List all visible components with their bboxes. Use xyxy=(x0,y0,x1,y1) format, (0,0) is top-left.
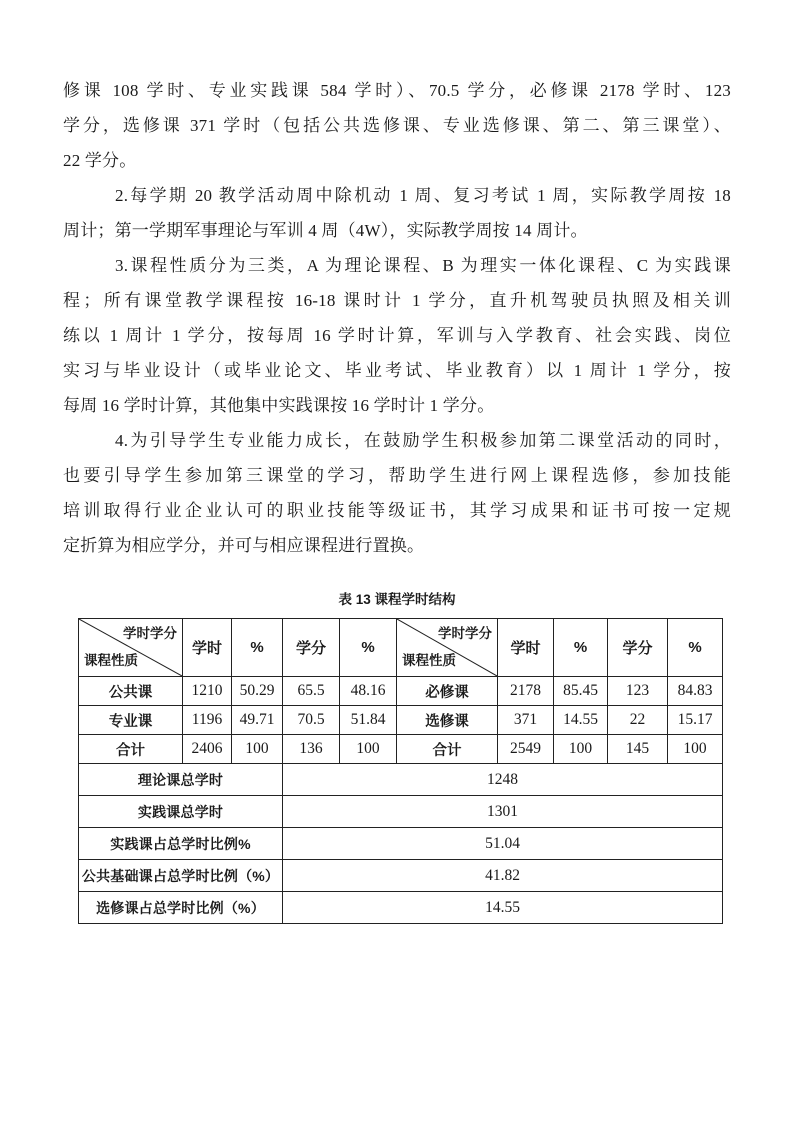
table-cell: 371 xyxy=(498,706,554,735)
row-label-cell: 选修课 xyxy=(397,706,498,735)
page-content xyxy=(63,0,731,924)
table-row xyxy=(79,735,723,764)
table-header-row xyxy=(79,619,723,677)
summary-value-cell: 51.04 xyxy=(283,828,723,860)
table-cell: 1210 xyxy=(183,677,232,706)
table-cell: 145 xyxy=(608,735,668,764)
summary-value-cell: 1301 xyxy=(283,796,723,828)
summary-value-cell: 41.82 xyxy=(283,860,723,892)
summary-label-cell: 选修课占总学时比例（%） xyxy=(79,892,283,924)
row-label-cell: 合计 xyxy=(79,735,183,764)
summary-row xyxy=(79,892,723,924)
table-title: 表 13 课程学时结构 xyxy=(338,592,456,607)
diagonal-header-cell xyxy=(79,619,183,677)
summary-label-cell: 实践课总学时 xyxy=(79,796,283,828)
table-cell: 136 xyxy=(283,735,340,764)
table-cell: 22 xyxy=(608,706,668,735)
table-cell: 2549 xyxy=(498,735,554,764)
col-header-hours-percent: % xyxy=(554,619,608,677)
table-cell: 1196 xyxy=(183,706,232,735)
table-cell: 2178 xyxy=(498,677,554,706)
body-text-line: 学分，选修课 371 学时（包括公共选修课、专业选修课、第二、第三课堂）、 xyxy=(63,116,731,135)
body-text-line: 2.每学期 20 教学活动周中除机动 1 周、复习考试 1 周，实际教学周按 18 xyxy=(115,186,731,205)
table-cell: 85.45 xyxy=(554,677,608,706)
col-header-hours: 学时 xyxy=(498,619,554,677)
table-cell: 49.71 xyxy=(232,706,283,735)
summary-label-cell: 公共基础课占总学时比例（%） xyxy=(79,860,283,892)
summary-row xyxy=(79,860,723,892)
table-cell: 100 xyxy=(340,735,397,764)
col-header-credits-percent: % xyxy=(668,619,723,677)
row-label-cell: 专业课 xyxy=(79,706,183,735)
col-header-credits: 学分 xyxy=(283,619,340,677)
col-header-credits: 学分 xyxy=(608,619,668,677)
col-header-hours: 学时 xyxy=(183,619,232,677)
diagonal-label-hours-credits: 学时学分 xyxy=(438,626,492,641)
col-header-hours-percent: % xyxy=(232,619,283,677)
table-cell: 51.84 xyxy=(340,706,397,735)
course-hours-table xyxy=(78,618,723,924)
summary-value-cell: 14.55 xyxy=(283,892,723,924)
row-label-cell: 公共课 xyxy=(79,677,183,706)
table-cell: 65.5 xyxy=(283,677,340,706)
body-text-line: 实习与毕业设计（或毕业论文、毕业考试、毕业教育）以 1 周计 1 学分，按 xyxy=(63,361,731,380)
summary-label-cell: 理论课总学时 xyxy=(79,764,283,796)
body-text-line: 培训取得行业企业认可的职业技能等级证书，其学习成果和证书可按一定规 xyxy=(63,501,731,520)
body-text-line: 22 学分。 xyxy=(63,151,137,170)
table-cell: 50.29 xyxy=(232,677,283,706)
table-row xyxy=(79,706,723,735)
body-text-line: 3.课程性质分为三类，A 为理论课程、B 为理实一体化课程、C 为实践课 xyxy=(115,256,731,275)
table-cell: 15.17 xyxy=(668,706,723,735)
table-cell: 100 xyxy=(668,735,723,764)
table-cell: 84.83 xyxy=(668,677,723,706)
diagonal-label-course-nature: 课程性质 xyxy=(402,653,456,668)
summary-value-cell: 1248 xyxy=(283,764,723,796)
table-cell: 70.5 xyxy=(283,706,340,735)
table-cell: 123 xyxy=(608,677,668,706)
diagonal-label-course-nature: 课程性质 xyxy=(84,653,138,668)
table-row xyxy=(79,677,723,706)
summary-label-cell: 实践课占总学时比例% xyxy=(79,828,283,860)
diagonal-label-hours-credits: 学时学分 xyxy=(123,626,177,641)
body-text-line: 修课 108 学时、专业实践课 584 学时）、70.5 学分，必修课 2178 学时、123 xyxy=(63,81,731,100)
body-text-line: 4.为引导学生专业能力成长，在鼓励学生积极参加第二课堂活动的同时， xyxy=(115,431,731,450)
body-text-line: 也要引导学生参加第三课堂的学习，帮助学生进行网上课程选修，参加技能 xyxy=(63,466,731,485)
diagonal-header-cell xyxy=(397,619,498,677)
summary-row xyxy=(79,796,723,828)
body-text-line: 定折算为相应学分，并可与相应课程进行置换。 xyxy=(63,536,425,555)
table-cell: 100 xyxy=(232,735,283,764)
table-cell: 14.55 xyxy=(554,706,608,735)
table-cell: 48.16 xyxy=(340,677,397,706)
body-text-line: 练以 1 周计 1 学分，按每周 16 学时计算，军训与入学教育、社会实践、岗位 xyxy=(63,326,731,345)
body-text-line: 周计；第一学期军事理论与军训 4 周（4W），实际教学周按 14 周计。 xyxy=(63,221,588,240)
col-header-credits-percent: % xyxy=(340,619,397,677)
table-cell: 2406 xyxy=(183,735,232,764)
body-text-line: 程；所有课堂教学课程按 16-18 课时计 1 学分，直升机驾驶员执照及相关训 xyxy=(63,291,731,310)
body-text-line: 每周 16 学时计算，其他集中实践课按 16 学时计 1 学分。 xyxy=(63,396,495,415)
row-label-cell: 必修课 xyxy=(397,677,498,706)
table-cell: 100 xyxy=(554,735,608,764)
summary-row xyxy=(79,764,723,796)
row-label-cell: 合计 xyxy=(397,735,498,764)
summary-row xyxy=(79,828,723,860)
